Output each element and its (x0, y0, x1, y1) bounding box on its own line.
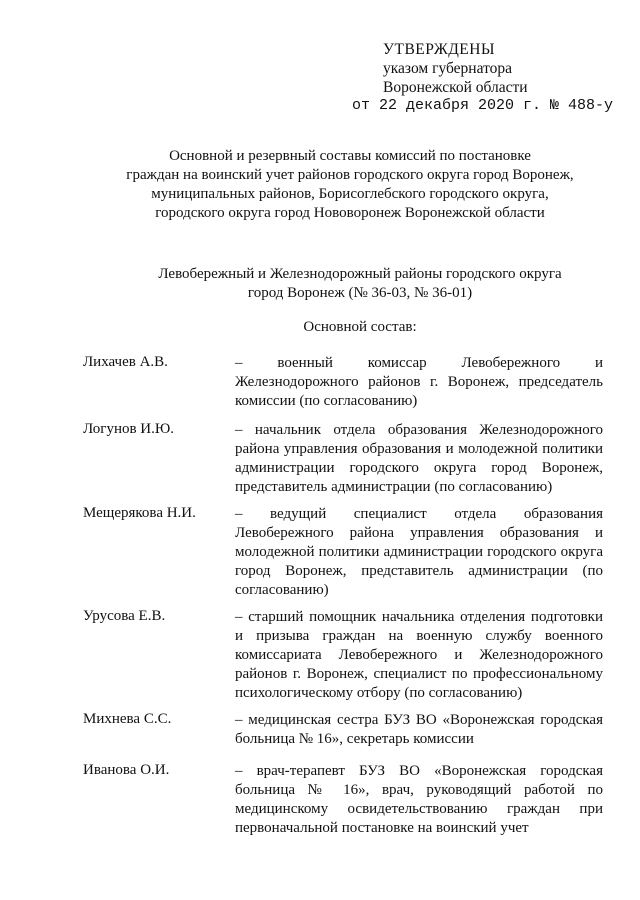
approval-line-1: указом губернатора (383, 60, 513, 77)
member-role: – медицинская сестра БУЗ ВО «Воронежская городская больница № 16», секретарь комиссии (235, 712, 603, 747)
member-name: Логунов И.Ю. (83, 421, 175, 437)
district-line-1: Левобережный и Железнодорожный районы городского округа (158, 266, 562, 282)
approval-date: от 22 декабря 2020 г. № 488-у (352, 97, 614, 114)
document-title (100, 147, 600, 223)
section-heading: Основной состав: (303, 319, 417, 335)
member-name: Мещерякова Н.И. (83, 505, 196, 521)
member-name: Лихачев А.В. (83, 354, 168, 370)
member-name: Урусова Е.В. (83, 608, 166, 624)
member-role: – ведущий специалист отдела образования Левобережного района управления образования и молодежной политики администрации городского округа город Воронеж, представитель администрации (по согласованию) (235, 506, 603, 598)
district-line-2: город Воронеж (№ 36-03, № 36-01) (247, 285, 473, 301)
title-line-3: муниципальных районов, Борисоглебского городского округа, (151, 186, 549, 202)
member-role: – старший помощник начальника отделения подготовки и призыва граждан на военную службу военного комиссариата Левобережного и Железнодорожного районов г. Воронеж, специалист по профессиональному психологическому отбору (по согласованию) (235, 609, 603, 701)
approval-line-2: Воронежской области (383, 79, 528, 96)
title-line-4: городского округа город Нововоронеж Воронежской области (155, 205, 545, 221)
title-line-2: граждан на воинский учет районов городского округа город Воронеж, (126, 167, 574, 183)
member-name: Иванова О.И. (83, 762, 170, 778)
title-line-1: Основной и резервный составы комиссий по постановке (169, 148, 531, 164)
member-name: Михнева С.С. (83, 711, 172, 727)
member-role: – военный комиссар Левобережного и Железнодорожного районов г. Воронеж, председатель комиссии (по согласованию) (235, 355, 603, 409)
member-role: – врач-терапевт БУЗ ВО «Воронежская городская больница № 16», врач, руководящий работой по медицинскому освидетельствованию граждан при первоначальной постановке на воинский учет (235, 763, 603, 836)
member-role: – начальник отдела образования Железнодорожного района управления образования и молодежной политики администрации городского округа город Воронеж, представитель администрации (по согласованию) (235, 422, 603, 495)
district-heading (130, 265, 590, 303)
approval-heading: УТВЕРЖДЕНЫ (383, 41, 495, 58)
approval-block (383, 40, 528, 97)
